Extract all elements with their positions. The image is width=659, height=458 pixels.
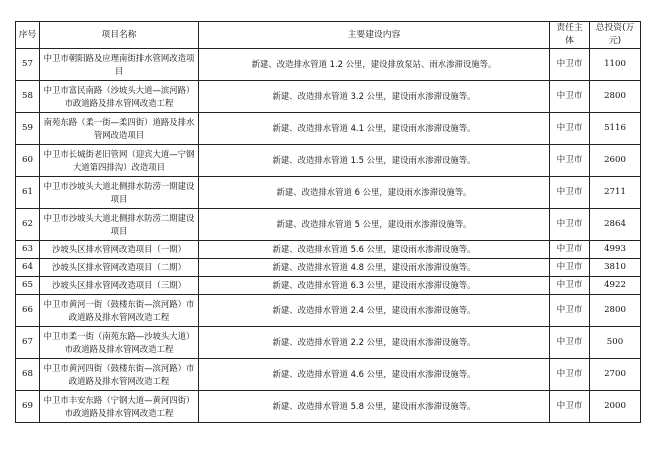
row-number: 60 bbox=[16, 145, 40, 177]
project-name: 中卫市朝阳路及应理南街排水管网改造项目 bbox=[40, 49, 199, 81]
header-name: 项目名称 bbox=[40, 22, 199, 49]
project-name: 中卫市柔一街（南苑东路—沙坡头大道）市政道路及排水管网改造工程 bbox=[40, 327, 199, 359]
responsible-party: 中卫市 bbox=[550, 241, 590, 259]
construction-content: 新建、改造排水管道 4.6 公里，建设雨水渗滞设施等。 bbox=[199, 359, 550, 391]
project-name: 中卫市富民南路（沙坡头大道—滨河路）市政道路及排水管网改造工程 bbox=[40, 81, 199, 113]
table-row bbox=[16, 145, 641, 177]
total-investment: 2800 bbox=[590, 295, 641, 327]
header-row bbox=[16, 22, 641, 49]
total-investment: 2800 bbox=[590, 81, 641, 113]
row-number: 65 bbox=[16, 277, 40, 295]
total-investment: 5116 bbox=[590, 113, 641, 145]
construction-content: 新建、改造排水管道 3.2 公里，建设雨水渗滞设施等。 bbox=[199, 81, 550, 113]
construction-content: 新建、改造排水管道 2.4 公里，建设雨水渗滞设施等。 bbox=[199, 295, 550, 327]
responsible-party: 中卫市 bbox=[550, 145, 590, 177]
header-investment: 总投资(万元) bbox=[590, 22, 641, 49]
responsible-party: 中卫市 bbox=[550, 295, 590, 327]
total-investment: 2864 bbox=[590, 209, 641, 241]
total-investment: 3810 bbox=[590, 259, 641, 277]
project-table bbox=[15, 21, 641, 423]
construction-content: 新建、改造排水管道 5.8 公里，建设雨水渗滞设施等。 bbox=[199, 391, 550, 423]
project-name: 沙坡头区排水管网改造项目（三期） bbox=[40, 277, 199, 295]
responsible-party: 中卫市 bbox=[550, 209, 590, 241]
row-number: 68 bbox=[16, 359, 40, 391]
table-row bbox=[16, 241, 641, 259]
construction-content: 新建、改造排水管道 4.1 公里，建设雨水渗滞设施等。 bbox=[199, 113, 550, 145]
header-owner: 责任主体 bbox=[550, 22, 590, 49]
row-number: 62 bbox=[16, 209, 40, 241]
header-content: 主要建设内容 bbox=[199, 22, 550, 49]
total-investment: 2700 bbox=[590, 359, 641, 391]
total-investment: 2600 bbox=[590, 145, 641, 177]
total-investment: 2000 bbox=[590, 391, 641, 423]
responsible-party: 中卫市 bbox=[550, 327, 590, 359]
header-no: 序号 bbox=[16, 22, 40, 49]
responsible-party: 中卫市 bbox=[550, 259, 590, 277]
table-row bbox=[16, 49, 641, 81]
responsible-party: 中卫市 bbox=[550, 49, 590, 81]
project-name: 南苑东路（柔一街—柔四街）道路及排水管网改造项目 bbox=[40, 113, 199, 145]
row-number: 63 bbox=[16, 241, 40, 259]
table-row bbox=[16, 391, 641, 423]
construction-content: 新建、改造排水管道 4.8 公里，建设雨水渗滞设施等。 bbox=[199, 259, 550, 277]
responsible-party: 中卫市 bbox=[550, 359, 590, 391]
construction-content: 新建、改造排水管道 6.3 公里，建设雨水渗滞设施等。 bbox=[199, 277, 550, 295]
construction-content: 新建、改造排水管道 6 公里，建设雨水渗滞设施等。 bbox=[199, 177, 550, 209]
table-row bbox=[16, 327, 641, 359]
project-name: 中卫市长城街老旧管网（迎宾大道—宁钢大道第四排沟）改造项目 bbox=[40, 145, 199, 177]
project-name: 中卫市沙坡头大道北侧排水防涝一期建设项目 bbox=[40, 177, 199, 209]
project-name: 中卫市黄河四街（鼓楼东街—滨河路）市政道路及排水管网改造工程 bbox=[40, 359, 199, 391]
table-row bbox=[16, 295, 641, 327]
construction-content: 新建、改造排水管道 5 公里，建设雨水渗滞设施等。 bbox=[199, 209, 550, 241]
project-name: 中卫市沙坡头大道北侧排水防涝二期建设项目 bbox=[40, 209, 199, 241]
responsible-party: 中卫市 bbox=[550, 391, 590, 423]
row-number: 69 bbox=[16, 391, 40, 423]
total-investment: 1100 bbox=[590, 49, 641, 81]
total-investment: 4993 bbox=[590, 241, 641, 259]
responsible-party: 中卫市 bbox=[550, 177, 590, 209]
table-row bbox=[16, 259, 641, 277]
responsible-party: 中卫市 bbox=[550, 113, 590, 145]
row-number: 64 bbox=[16, 259, 40, 277]
responsible-party: 中卫市 bbox=[550, 81, 590, 113]
total-investment: 500 bbox=[590, 327, 641, 359]
row-number: 58 bbox=[16, 81, 40, 113]
row-number: 61 bbox=[16, 177, 40, 209]
row-number: 57 bbox=[16, 49, 40, 81]
table-row bbox=[16, 277, 641, 295]
table-row bbox=[16, 81, 641, 113]
construction-content: 新建、改造排水管道 2.2 公里，建设雨水渗滞设施等。 bbox=[199, 327, 550, 359]
construction-content: 新建、改造排水管道 5.6 公里，建设雨水渗滞设施等。 bbox=[199, 241, 550, 259]
responsible-party: 中卫市 bbox=[550, 277, 590, 295]
row-number: 59 bbox=[16, 113, 40, 145]
total-investment: 2711 bbox=[590, 177, 641, 209]
table-row bbox=[16, 177, 641, 209]
table-row bbox=[16, 113, 641, 145]
table-row bbox=[16, 209, 641, 241]
row-number: 66 bbox=[16, 295, 40, 327]
project-name: 中卫市丰安东路（宁钢大道—黄河四街）市政道路及排水管网改造工程 bbox=[40, 391, 199, 423]
row-number: 67 bbox=[16, 327, 40, 359]
construction-content: 新建、改造排水管道 1.5 公里，建设雨水渗滞设施等。 bbox=[199, 145, 550, 177]
project-name: 沙坡头区排水管网改造项目（一期） bbox=[40, 241, 199, 259]
total-investment: 4922 bbox=[590, 277, 641, 295]
construction-content: 新建、改造排水管道 1.2 公里，建设排放泵站、雨水渗滞设施等。 bbox=[199, 49, 550, 81]
project-name: 沙坡头区排水管网改造项目（二期） bbox=[40, 259, 199, 277]
table-row bbox=[16, 359, 641, 391]
project-name: 中卫市黄河一街（鼓楼东街—滨河路）市政道路及排水管网改造工程 bbox=[40, 295, 199, 327]
